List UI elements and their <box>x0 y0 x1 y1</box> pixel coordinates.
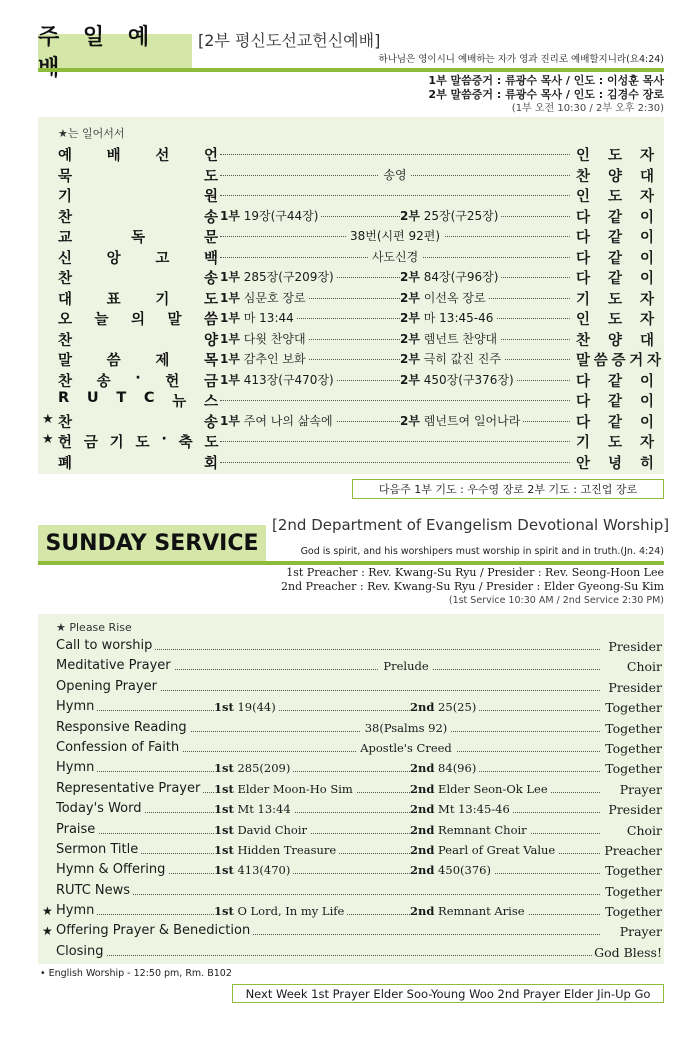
star-icon: ★ <box>42 924 53 939</box>
row-label: 예 배 선 언 <box>58 148 218 164</box>
row-responder: Together <box>605 904 662 920</box>
row-second-service: 2부 마 13:45-46 <box>400 309 496 326</box>
row-first-service: 1st Elder Moon-Ho Sim <box>214 782 356 796</box>
row-label: 폐 회 <box>58 455 218 472</box>
row-center-value: 38(Psalms 92) <box>361 721 452 735</box>
row-label: Hymn & Offering <box>56 862 168 877</box>
row-responder: 인 도 자 <box>576 312 654 328</box>
row-responder: Together <box>605 720 662 736</box>
row-first-service: 1st 413(470) <box>214 863 293 877</box>
row-label: 찬 송 · 헌 금 <box>58 369 218 390</box>
row-first-service: 1부 주여 나의 삶속에 <box>220 412 336 429</box>
row-responder: Together <box>605 883 662 899</box>
dotted-leader <box>62 771 600 772</box>
table-row <box>42 656 662 676</box>
row-label: 찬 송 <box>58 271 218 287</box>
korean-next-week: 다음주 1부 기도 : 우수영 장로 2부 기도 : 고진업 장로 <box>352 479 664 499</box>
row-responder: 찬 양 대 <box>576 332 654 349</box>
english-title: SUNDAY SERVICE <box>38 525 266 561</box>
dotted-leader <box>220 462 570 463</box>
dotted-leader <box>62 894 600 895</box>
row-second-service: 2부 25장(구25장) <box>400 207 501 224</box>
row-first-service: 1st 285(209) <box>214 761 293 775</box>
table-row <box>42 225 662 246</box>
row-second-service: 2nd Elder Seon-Ok Lee <box>410 782 551 796</box>
english-next-week: Next Week 1st Prayer Elder Soo-Young Woo 2nd Prayer Elder Jin-Up Go <box>232 984 664 1003</box>
row-label: Call to worship <box>56 638 155 653</box>
english-service-times: (1st Service 10:30 AM / 2nd Service 2:30 PM) <box>448 595 664 606</box>
table-row <box>42 328 662 349</box>
english-subtitle: [2nd Department of Evangelism Devotional Worship] <box>272 516 670 534</box>
row-center-text <box>220 227 570 244</box>
row-center-value: 사도신경 <box>368 250 422 264</box>
row-second-service: 2nd Pearl of Great Value <box>410 843 558 857</box>
row-second-service: 2부 렘넌트 찬양대 <box>400 330 500 347</box>
star-icon: ★ <box>42 411 54 427</box>
row-label: Hymn <box>56 760 97 775</box>
row-label: Responsive Reading <box>56 720 190 735</box>
table-row <box>42 348 662 369</box>
row-label: 교 독 문 <box>58 230 218 246</box>
row-responder: 다 같 이 <box>576 373 654 390</box>
table-row <box>42 430 662 451</box>
dotted-leader <box>220 154 570 155</box>
row-responder: 기 도 자 <box>576 291 654 308</box>
table-row <box>42 779 662 799</box>
row-responder: 안 녕 히 <box>576 455 654 472</box>
row-responder: Together <box>605 700 662 716</box>
row-responder: Preacher <box>604 842 662 858</box>
row-responder: 인 도 자 <box>576 148 654 164</box>
row-second-service: 2nd Remnant Arise <box>410 904 528 918</box>
row-responder: Choir <box>626 659 662 675</box>
table-row <box>42 636 662 656</box>
row-responder: 다 같 이 <box>576 271 654 287</box>
table-row <box>42 718 662 738</box>
row-responder: 다 같 이 <box>576 394 654 410</box>
row-label: 헌 금 기 도 · 축 도 <box>58 431 218 451</box>
row-responder: 다 같 이 <box>576 414 654 431</box>
row-label: Opening Prayer <box>56 679 160 694</box>
row-first-service: 1st 19(44) <box>214 700 279 714</box>
row-label: 대 표 기 도 <box>58 291 218 308</box>
star-icon: ★ <box>42 432 54 447</box>
row-responder: Prayer <box>619 924 662 940</box>
row-first-service: 1st David Choir <box>214 823 310 837</box>
row-label: 찬 양 <box>58 332 218 349</box>
row-center-text <box>220 248 570 265</box>
table-row <box>42 738 662 758</box>
table-row <box>42 881 662 901</box>
english-preacher-2: 2nd Preacher : Rev. Kwang-Su Ryu / Presider : Elder Gyeong-Su Kim <box>281 580 664 593</box>
english-worship-note: • English Worship - 12:50 pm, Rm. B102 <box>40 968 232 979</box>
row-label: Closing <box>56 944 107 959</box>
korean-title: 주 일 예 <box>38 34 192 68</box>
table-row <box>42 205 662 226</box>
table-row <box>42 901 662 921</box>
row-responder: God Bless! <box>594 944 662 960</box>
row-label: 찬 송 <box>58 414 218 431</box>
row-responder: 찬 양 대 <box>576 168 654 185</box>
dotted-leader <box>62 710 600 711</box>
row-second-service: 2nd 450(376) <box>410 863 494 877</box>
table-row <box>42 758 662 778</box>
korean-service-times: (1부 오전 10:30 / 2부 오후 2:30) <box>511 103 664 114</box>
table-row <box>42 389 662 410</box>
row-responder: 기 도 자 <box>576 435 654 451</box>
row-label: Sermon Title <box>56 842 141 857</box>
row-center-text <box>212 741 600 755</box>
row-label: 기 원 <box>58 189 218 205</box>
row-responder: 다 같 이 <box>576 250 654 267</box>
row-label: 신 앙 고 백 <box>58 250 218 267</box>
table-row <box>42 143 662 164</box>
row-first-service: 1부 다윗 찬양대 <box>220 330 309 347</box>
korean-subtitle: [2부 평신도선교헌신예배] <box>198 31 381 50</box>
row-first-service: 1부 마 13:44 <box>220 309 297 326</box>
row-label: Offering Prayer & Benediction <box>56 923 253 938</box>
row-second-service: 2부 450장(구376장) <box>400 371 517 388</box>
row-center-text <box>212 721 600 735</box>
row-center-value: 38번(시편 92편) <box>346 229 444 243</box>
row-responder: Presider <box>608 679 662 695</box>
korean-preacher-1: 1부 말씀증거 : 류광수 목사 / 인도 : 이성훈 목사 <box>428 74 664 87</box>
korean-divider <box>38 68 664 72</box>
row-center-text <box>212 659 600 673</box>
dotted-leader <box>220 400 570 401</box>
table-row <box>42 860 662 880</box>
row-label: 찬 송 <box>58 209 218 226</box>
table-row <box>42 287 662 308</box>
table-row <box>42 840 662 860</box>
row-first-service: 1부 감추인 보화 <box>220 350 309 367</box>
row-responder: Together <box>605 761 662 777</box>
table-row <box>42 942 662 962</box>
row-second-service: 2nd Mt 13:45-46 <box>410 802 513 816</box>
table-row <box>42 697 662 717</box>
korean-preacher-2: 2부 말씀증거 : 류광수 목사 / 인도 : 김경수 장로 <box>428 88 664 101</box>
row-first-service: 1부 심문호 장로 <box>220 289 309 306</box>
row-second-service: 2부 이선옥 장로 <box>400 289 489 306</box>
korean-preachers <box>428 74 664 116</box>
row-responder: 인 도 자 <box>576 189 654 205</box>
row-second-service: 2부 렘넌트여 일어나라 <box>400 412 523 429</box>
english-rise-note: ★ Please Rise <box>56 621 132 634</box>
english-preachers <box>281 566 664 608</box>
row-responder: 말 씀 증 거 자 <box>576 353 660 369</box>
table-row <box>42 307 662 328</box>
row-label: Today's Word <box>56 801 145 816</box>
table-row <box>42 369 662 390</box>
row-label: Confession of Faith <box>56 740 182 755</box>
table-row <box>42 820 662 840</box>
korean-order-list <box>42 143 662 471</box>
dotted-leader <box>220 441 570 442</box>
table-row <box>42 410 662 431</box>
korean-verse: 하나님은 영이시니 예배하는 자가 영과 진리로 예배할지니라(요4:24) <box>378 54 664 65</box>
table-row <box>42 451 662 472</box>
row-second-service: 2부 84장(구96장) <box>400 268 501 285</box>
row-center-value: Apostle's Creed <box>356 741 456 755</box>
row-responder: 다 같 이 <box>576 230 654 246</box>
row-center-value: Prelude <box>379 659 432 673</box>
row-center-value: 송영 <box>379 168 410 182</box>
table-row <box>42 799 662 819</box>
row-label: 말 씀 제 목 <box>58 353 218 369</box>
row-second-service: 2nd 84(96) <box>410 761 479 775</box>
english-preacher-1: 1st Preacher : Rev. Kwang-Su Ryu / Presider : Rev. Seong-Hoon Lee <box>286 566 664 579</box>
row-label: Representative Prayer <box>56 781 203 796</box>
row-first-service: 1부 413장(구470장) <box>220 371 337 388</box>
row-responder: Presider <box>608 802 662 818</box>
row-label: Hymn <box>56 903 97 918</box>
row-first-service: 1부 19장(구44장) <box>220 207 321 224</box>
row-first-service: 1st O Lord, In my Life <box>214 904 347 918</box>
row-second-service: 2nd 25(25) <box>410 700 479 714</box>
table-row <box>42 677 662 697</box>
row-responder: Presider <box>608 639 662 654</box>
row-first-service: 1st Hidden Treasure <box>214 843 339 857</box>
row-second-service: 2부 극히 값진 진주 <box>400 350 504 367</box>
row-responder: Together <box>605 740 662 756</box>
row-label: R U T C 뉴 스 <box>58 390 218 410</box>
row-second-service: 2nd Remnant Choir <box>410 823 530 837</box>
row-label: 묵 도 <box>58 168 218 185</box>
table-row <box>42 164 662 185</box>
dotted-leader <box>220 195 570 196</box>
table-row <box>42 921 662 941</box>
table-row <box>42 266 662 287</box>
row-first-service: 1st Mt 13:44 <box>214 802 294 816</box>
row-responder: Choir <box>626 822 662 838</box>
star-icon: ★ <box>42 904 53 919</box>
korean-rise-note: ★는 일어서서 <box>58 127 125 140</box>
row-first-service: 1부 285장(구209장) <box>220 268 337 285</box>
row-responder: Together <box>605 863 662 879</box>
row-center-text <box>220 166 570 183</box>
table-row <box>42 246 662 267</box>
row-label: Meditative Prayer <box>56 658 174 673</box>
table-row <box>42 184 662 205</box>
row-label: RUTC News <box>56 883 133 898</box>
row-label: 오 늘 의 말 씀 <box>58 312 218 328</box>
row-responder: Prayer <box>619 781 662 797</box>
row-label: Hymn <box>56 699 97 714</box>
row-responder: 다 같 이 <box>576 209 654 226</box>
english-order-list <box>42 636 662 962</box>
dotted-leader <box>62 955 600 956</box>
row-label: Praise <box>56 822 98 837</box>
english-verse: God is spirit, and his worshipers must worship in spirit and in truth.(Jn. 4:24) <box>300 546 664 557</box>
english-divider <box>38 561 664 565</box>
